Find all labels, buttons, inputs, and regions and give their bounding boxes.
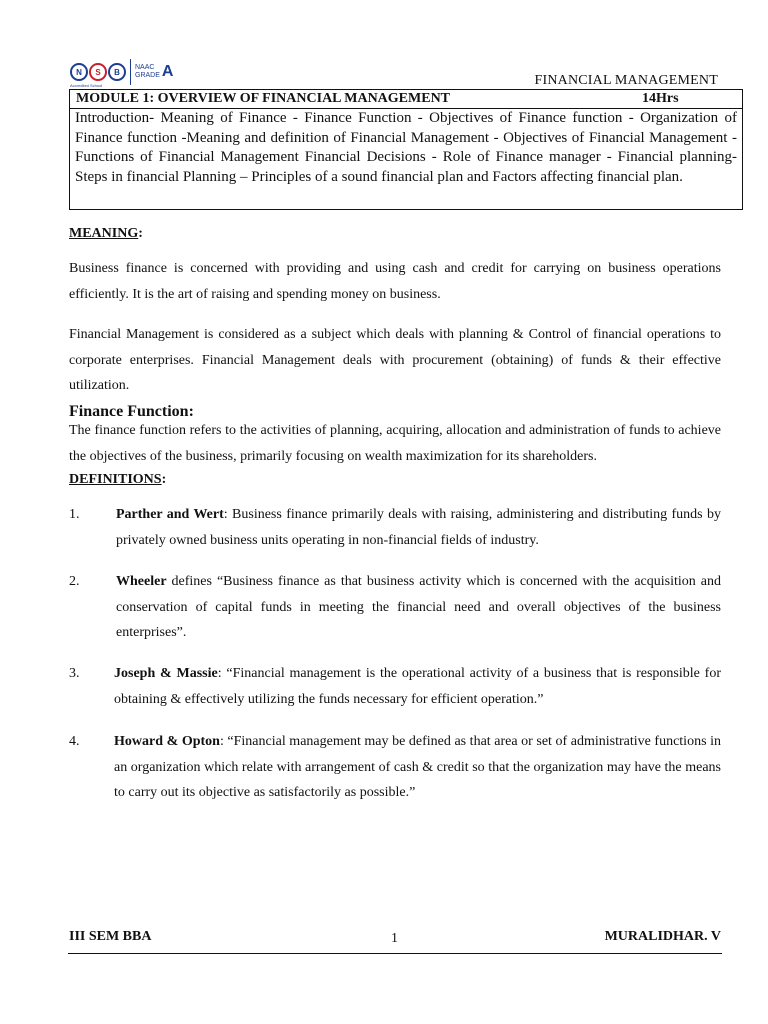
definition-item-2 — [69, 569, 721, 646]
footer-course: III SEM BBA — [69, 929, 152, 944]
logo-naac-text — [135, 64, 160, 80]
meaning-para-1-wrap — [69, 256, 721, 307]
module-title: MODULE 1: OVERVIEW OF FINANCIAL MANAGEMENT — [76, 91, 451, 106]
module-box — [69, 89, 743, 210]
logo-letter-b: B — [108, 63, 126, 81]
definition-text — [116, 569, 721, 646]
definition-item-1 — [69, 502, 721, 553]
definition-author: Howard & Opton — [114, 734, 220, 749]
logo-grade-letter: A — [161, 63, 174, 80]
meaning-paragraph-1: Business finance is concerned with providing and using cash and credit for carrying on business operations efficiently. It is the art of raising and spending money on business. — [69, 261, 721, 302]
definition-body: : “Financial management may be defined as that area or set of administrative functions in an organization which relate with arrangement of cash & credit so that the organization may have the means to carry out its objective as satisfactorily as possible.” — [114, 734, 721, 800]
definition-body: : Business finance primarily deals with raising, administering and distributing funds by privately owned business units operating in non-financial fields of industry. — [116, 507, 721, 548]
logo-accredited: Accredited School — [70, 83, 103, 88]
definition-text — [114, 661, 721, 712]
definition-author: Parther and Wert — [116, 507, 224, 522]
meaning-paragraph-2: Financial Management is considered as a subject which deals with planning & Control of financial operations to corporate enterprises. Financial Management deals with procurement (obtaining) of funds & their effective utilization. — [69, 327, 721, 393]
definition-text — [114, 729, 721, 806]
finance-function-text-wrap — [69, 418, 721, 469]
logo-grade-label: GRADE — [135, 72, 160, 79]
logo-circles — [70, 63, 126, 81]
module-header — [70, 90, 742, 109]
definition-item-4 — [69, 729, 721, 806]
definition-number: 1. — [69, 507, 80, 522]
meaning-heading: MEANING: — [69, 226, 143, 241]
meaning-para-2-wrap — [69, 322, 721, 399]
page-footer — [69, 929, 721, 949]
definition-number: 4. — [69, 734, 80, 749]
module-contents: Introduction- Meaning of Finance - Finance Function - Objectives of Finance function - Organization of Finance function -Meaning and definition of Financial Management - Objectives of Financial Management - Functions of Financial Management Financial Decisions - Role of Finance manager - Financial planning- Steps in financial Planning – Principles of a sound financial plan and Factors affecting financial plan. — [75, 110, 737, 185]
definition-author: Wheeler — [116, 574, 167, 589]
nsb-logo — [70, 57, 173, 87]
logo-letter-s: S — [89, 63, 107, 81]
definition-author: Joseph & Massie — [114, 666, 218, 681]
definition-number: 2. — [69, 574, 80, 589]
logo-naac: NAAC — [135, 64, 155, 71]
definitions-heading: DEFINITIONS: — [69, 472, 167, 487]
logo-letter-n: N — [70, 63, 88, 81]
footer-rule — [68, 953, 722, 954]
meaning-section — [69, 226, 721, 242]
footer-author: MURALIDHAR. V — [604, 929, 721, 944]
definition-body: defines “Business finance as that business activity which is concerned with the acquisition and conservation of capital funds in meeting the financial need and overall objectives of the business enterprises”. — [116, 574, 721, 640]
definitions-heading-wrap — [69, 472, 721, 488]
definition-item-3 — [69, 661, 721, 712]
logo-divider — [130, 59, 131, 85]
definition-text — [116, 502, 721, 553]
module-hours: 14Hrs — [642, 91, 679, 106]
definition-body: : “Financial management is the operational activity of a business that is responsible for obtaining & effectively utilizing the funds necessary for efficient operation.” — [114, 666, 721, 707]
finance-function-heading: Finance Function: — [69, 403, 194, 420]
finance-function-text: The finance function refers to the activities of planning, acquiring, allocation and administration of funds to achieve the objectives of the business, primarily focusing on wealth maximization for its shareholders. — [69, 423, 721, 464]
document-header-title: FINANCIAL MANAGEMENT — [534, 73, 718, 88]
footer-page-number: 1 — [391, 931, 398, 946]
definition-number: 3. — [69, 666, 80, 681]
